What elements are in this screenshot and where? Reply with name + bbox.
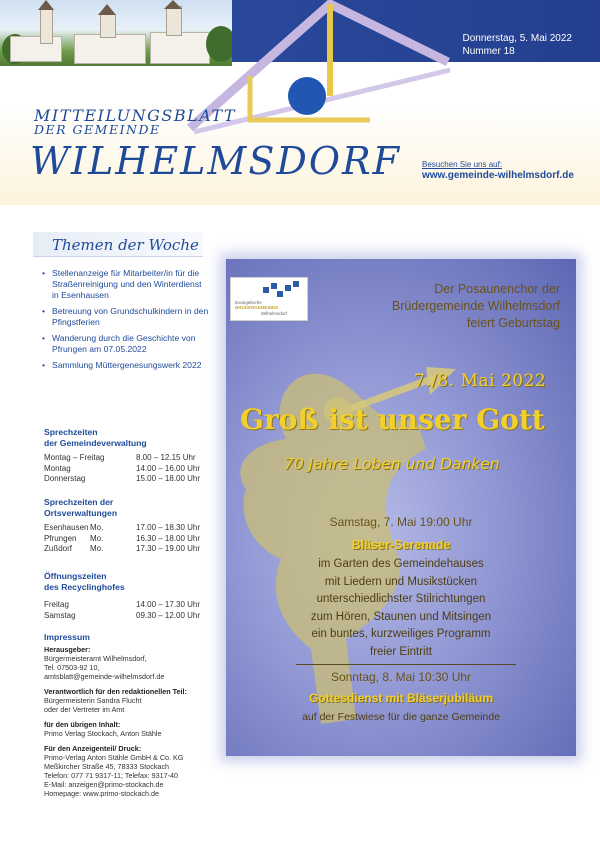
flag-logo-icon [263,281,303,301]
bruedergemeinde-logo: Evangelische BRÜDERGEMEINDE Wilhelmsdorf [230,277,308,321]
hours-row: Samstag 09.30 – 12.00 Uhr [44,610,201,620]
impressum-anzeigen: Für den Anzeigenteil/ Druck: Primo-Verlag Anton Stähle GmbH & Co. KG Meßkircher Straße 45, 78333 Stockach Telefon: 077 71 9317-11; Telefax: 9317-40 E-Mail: anzeigen@primo-stockach.de Homepage: www.primo-stockach.de [44,744,184,798]
website-link[interactable]: www.gemeinde-wilhelmsdorf.de [422,170,574,181]
masthead [0,0,600,205]
serenade-title: Bläser-Serenade [351,538,451,552]
serenade-description: im Garten des Gemeindehauses mit Liedern und Musikstücken unterschiedlichster Stilrichtungen zum Hören, Staunen und Mitsingen ein buntes, kurzweiliges Programm freier Eintritt [310,558,492,658]
poster-divider [296,664,516,665]
title-der-gemeinde: DER GEMEINDE [34,122,161,137]
recycling-heading: Öffnungszeiten des Recyclinghofes [44,571,125,592]
visit-label: Besuchen Sie uns auf: [422,160,503,169]
hours-row: Montag 14.00 – 16.00 Uhr [44,463,201,473]
impressum-verantwortlich: Verantwortlich für den redaktionellen Teil: Bürgermeisterin Sandra Flucht oder der Vertreter im Amt [44,687,187,714]
issue-number: Nummer 18 [462,46,515,57]
title-wilhelmsdorf: WILHELMSDORF [30,139,401,183]
gemeinde-hours-heading: Sprechzeiten der Gemeindeverwaltung [44,427,147,448]
hours-row: Zußdorf Mo. 17.30 – 19.00 Uhr [44,544,201,553]
recycling-hours [44,600,204,621]
saturday-time: Samstag, 7. Mai 19:00 Uhr [329,515,473,529]
poster-headline: Groß ist unser Gott [240,403,545,436]
themen-title: Themen der Woche [52,236,199,254]
topic-item: • Betreuung von Grundschulkindern in den Pfingstferien [40,306,210,328]
ortsverwaltungen-heading: Sprechzeiten der Ortsverwaltungen [44,497,118,518]
issue-info [462,32,572,58]
title-mitteilungsblatt: MITTEILUNGSBLATT [34,106,237,125]
gottesdienst-title: Gottesdienst mit Bläserjubiläum [308,691,494,705]
gemeinde-hours [44,453,204,485]
hours-row: Pfrungen Mo. 16.30 – 18.00 Uhr [44,533,201,543]
hours-row: Donnerstag 15.00 – 18.00 Uhr [44,474,201,483]
festwiese-note: auf der Festwiese für die ganze Gemeinde [302,711,500,723]
hours-row: Montag – Freitag 8.00 – 12.15 Uhr [44,453,196,462]
topic-list [40,268,210,376]
ortsverwaltungen-hours [44,523,204,555]
hours-row: Freitag 14.00 – 17.30 Uhr [44,600,201,609]
sunday-time: Sonntag, 8. Mai 10:30 Uhr [330,670,472,684]
impressum-herausgeber: Herausgeber: Bürgermeisteramt Wilhelmsdorf, Tel. 07503-92 10, amtsblatt@gemeinde-wilhelmsdorf.de [44,645,165,681]
poster-subheadline: 70 Jahre Loben und Danken [284,455,500,473]
poster-intro: Der Posaunenchor der Brüdergemeinde Wilhelmsdorf feiert Geburtstag [391,282,560,330]
issue-date: Donnerstag, 5. Mai 2022 [462,33,572,44]
topic-item: • Wanderung durch die Geschichte von Pfrungen am 07.05.2022 [40,333,210,355]
topic-item: • Sammlung Müttergenesungswerk 2022 [40,360,210,371]
event-poster [226,259,576,756]
topic-item: • Stellenanzeige für Mitarbeiter/in für die Straßenreinigung und den Winterdienst in Esenhausen [40,268,210,301]
poster-dates: 7./8. Mai 2022 [414,371,547,391]
hours-row: Esenhausen Mo. 17.00 – 18.30 Uhr [44,523,201,532]
impressum-heading: Impressum [44,632,90,642]
impressum-uebrigen: für den übrigen Inhalt: Primo Verlag Stockach, Anton Stähle [44,720,162,738]
